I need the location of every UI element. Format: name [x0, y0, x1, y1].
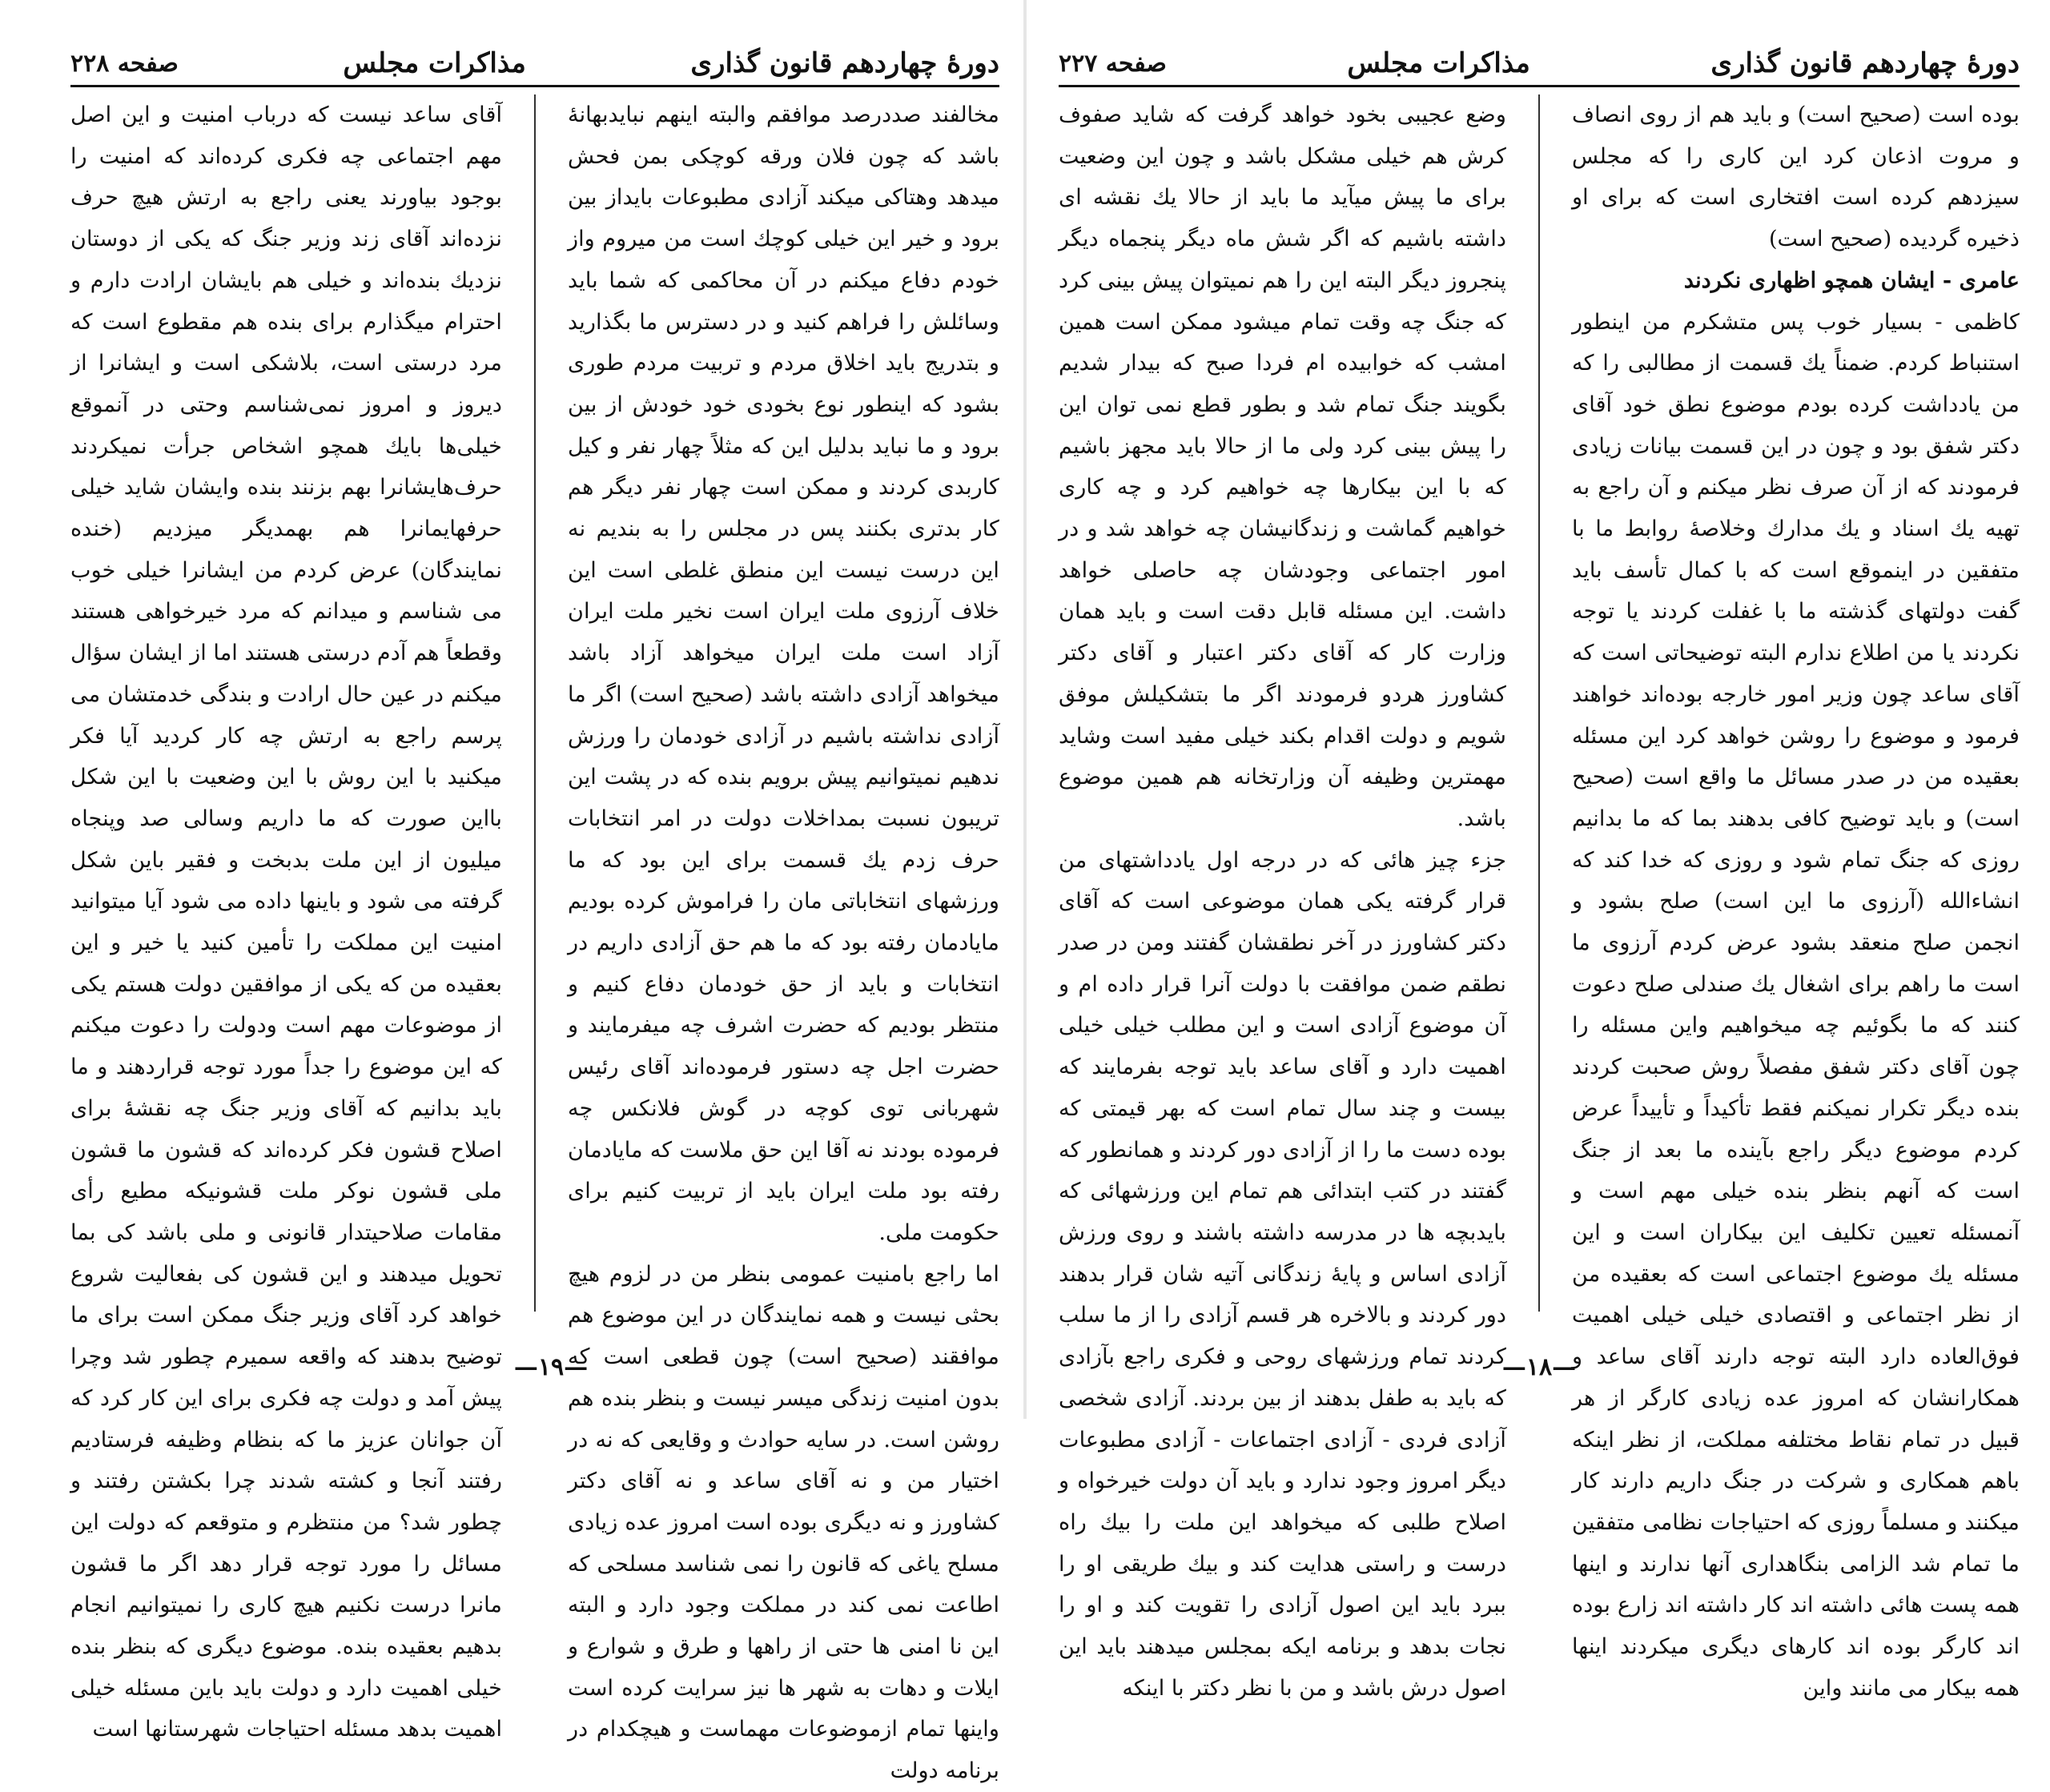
book-title: دورهٔ چهاردهم قانون گذاری — [690, 47, 999, 79]
paragraph: اما راجع بامنیت عمومی بنظر من در لزوم هیچ بحثی نیست و همه نمایندگان در این موضوع هم موافقند (صحیح است) چون قطعی است که بدون امنیت زندگی میسر نیست و بنظر بنده هم روشن است. در سایه حوادث و وقایعی که نه در اختیار من و نه آقای ساعد و نه آقای دکتر کشاورز و نه دیگری بوده است امروز عده زیادی مسلح یاغی که قانون را نمی شناسد مسلحی که اطاعت نمی کند در مملکت وجود دارد و البته این نا امنی ها حتی از راهها و طرق و شوارع و ایلات و دهات به شهر ها نیز سرایت کرده است واینها تمام ازموضوعات مهماست و هیچکدام در برنامه دولت — [568, 1261, 999, 1784]
text-column-right — [1572, 94, 2020, 1701]
left-page-header — [70, 42, 999, 87]
page-footer-number: —۱۸— — [1501, 1353, 1577, 1381]
right-page — [1027, 0, 2050, 1701]
right-page-header — [1059, 42, 2020, 87]
speaker-paragraph: عامری - ایشان همچو اظهاری نکردند — [1683, 267, 2020, 293]
page-number-header: صفحه ۲۲۷ — [1059, 49, 1167, 78]
running-title: مذاکرات مجلس — [1347, 47, 1530, 79]
paragraph: کاظمی - بسیار خوب پس متشکرم من اینطور استنباط کردم. ضمناً یك قسمت از مطالبی را که من یادداشت کرده بودم موضوع نطق خود آقای دکتر شفق بود و چون در این قسمت بیانات زیادی فرمودند که از آن صرف نظر میکنم و آن راجع به تهیه یك اسناد و یك مدارك وخلاصهٔ روابط ما با متفقین در اینموقع است که با کمال تأسف باید گفت دولتهای گذشته ما با غفلت کردند یا توجه نکردند یا من اطلاع ندارم البته توضیحاتی است که آقای ساعد چون وزیر امور خارجه بوده‌اند خواهند فرمود و موضوع را روشن خواهد کرد این مسئله بعقیده من در صدر مسائل ما واقع است (صحیح است) و باید توضیح کافی بدهند بما که ما بدانیم روزی که جنگ تمام شود و روزی که خدا کند که انشاءالله (آرزوی ما این است) صلح بشود و انجمن صلح منعقد بشود عرض کردم آرزوی ما است ما راهم برای اشغال یك صندلی صلح دعوت کنند که ما بگوئیم چه میخواهیم واین مسئله را چون آقای دکتر شفق مفصلاً روش صحبت کردند بنده دیگر تکرار نمیکنم فقط تأکیداً و تأییداً عرض کردم موضوع دیگر راجع بآینده ما بعد از جنگ است که آنهم بنظر بنده خیلی مهم است و آنمسئله تعیین تکلیف این بیکاران است و این مسئله یك موضوع اجتماعی است که بعقیده من از نظر اجتماعی و اقتصادی خیلی خیلی اهمیت فوق‌العاده دارد البته توجه دارند آقای ساعد و همکارانشان که امروز عده زیادی کارگر از هر قبیل در تمام نقاط مختلفه مملکت، از نظر اینکه باهم همکاری و شرکت در جنگ داریم دارند کار میکنند و مسلماً روزی که احتیاجات نظامی متفقین ما تمام شد الزامی بنگاهداری آنها ندارند و اینها همه پست هائی داشته اند کار داشته اند زارع بوده اند کارگر بوده اند کارهای دیگری میکردند اینها همه بیکار می مانند واین — [1572, 309, 2020, 1701]
column-divider — [1538, 94, 1540, 1312]
page-footer-number: —۱۹— — [513, 1353, 589, 1381]
paragraph: مخالفند صددرصد موافقم والبته اینهم نبایدبهانهٔ باشد که چون فلان ورقه کوچکی بمن فحش میدهد وهتاکی میکند آزادی مطبوعات بایداز بین برود و خیر این خیلی کوچك است من میروم واز خودم دفاع میکنم در آن محاکمی که شما باید وسائلش را فراهم کنید و در دسترس ما بگذارید و بتدریج باید اخلاق مردم و تربیت مردم طوری بشود که اینطور نوع بخودی خود خودش از بین برود و ما نباید بدلیل این که مثلاً چهار نفر و کیل کاربدی کردند و ممکن است چهار نفر دیگر هم کار بدتری بکنند پس در مجلس را به بندیم نه این درست نیست این منطق غلطی است این خلاف آرزوی ملت ایران است نخیر ملت ایران آزاد است ملت ایران میخواهد آزاد باشد میخواهد آزادی داشته باشد (صحیح است) اگر ما آزادی نداشته باشیم در آزادی خودمان را ورزش ندهیم نمیتوانیم پیش برویم بنده که در پشت این تریبون نسبت بمداخلات دولت در امر انتخابات حرف زدم یك قسمت برای این بود که ما ورزشهای انتخاباتی مان را فراموش کرده بودیم مایادمان رفته بود که ما هم حق آزادی داریم در انتخابات و باید از حق خودمان دفاع کنیم و منتظر بودیم که حضرت اشرف چه میفرمایند و حضرت اجل چه دستور فرموده‌اند آقای رئیس شهربانی توی کوچه در گوش فلانکس چه فرموده بودند نه آقا این حق ملاست که مایادمان رفته بود ملت ایران باید از تربیت کنیم برای حکومت ملی. — [568, 102, 999, 1245]
text-column-right — [568, 94, 999, 1784]
text-column-left — [70, 94, 502, 1742]
paragraph: آقای ساعد نیست که درباب امنیت و این اصل مهم اجتماعی چه فکری کرده‌اند که امنیت را بوجود بیاورند یعنی راجع به ارتش هیچ حرف نزده‌اند آقای زند وزیر جنگ که یکی از دوستان نزدیك بنده‌اند و خیلی هم بایشان ارادت دارم و احترام میگذارم برای بنده هم مقطوع است که مرد درستی است، بلاشکی است و ایشانرا از دیروز و امروز نمی‌شناسم وحتی در آنموقع خیلی‌ها بایك همچو اشخاص جرأت نمیکردند حرف‌هایشانرا بهم بزنند بنده وایشان شاید خیلی حرفهایمانرا هم بهمدیگر میزدیم (خنده نمایندگان) عرض کردم من ایشانرا خیلی خوب می شناسم و میدانم که مرد خیرخواهی هستند وقطعاً هم آدم درستی هستند اما از ایشان سؤال میکنم در عین حال ارادت و بندگی خدمتشان می پرسم راجع به ارتش چه کار کردید آیا فکر میکنید با این روش با این وضعیت با این شکل بااین صورت که ما داریم وسالی صد وپنجاه میلیون از این ملت بدبخت و فقیر باین شکل گرفته می شود و باینها داده می شود آیا میتوانید امنیت این مملکت را تأمین کنید یا خیر و این بعقیده من که یکی از موافقین دولت هستم یکی از موضوعات مهم است ودولت را دعوت میکنم که این موضوع را جداً مورد توجه قراردهند و ما باید بدانیم که آقای وزیر جنگ چه نقشهٔ برای اصلاح قشون فکر کرده‌اند که قشون ما قشون ملی قشون نوکر ملت قشونیکه مطیع رأی مقامات صلاحیتدار قانونی و ملی باشد کی بما تحویل میدهند و این قشون کی بفعالیت شروع خواهد کرد آقای وزیر جنگ ممکن است برای ما توضیح بدهند که واقعه سمیرم چطور شد وچرا پیش آمد و دولت چه فکری برای این کار کرد که آن جوانان عزیز ما که بنظام وظیفه فرستادیم رفتند آنجا و کشته شدند چرا بکشتن رفتند و چطور شد؟ من منتظرم و متوقعم که دولت این مسائل را مورد توجه قرار دهد اگر ما قشون مانرا درست نکنیم هیچ کاری را نمیتوانیم انجام بدهیم بعقیده بنده. موضوع دیگری که بنظر بنده خیلی اهمیت دارد و دولت باید باین مسئله خیلی اهمیت بدهد مسئله احتیاجات شهرستانها است — [70, 102, 502, 1742]
running-title: مذاکرات مجلس — [343, 47, 526, 79]
text-column-left — [1059, 94, 1506, 1701]
paragraph: جزء چیز هائی که در درجه اول یادداشتهای من قرار گرفته یکی همان موضوعی است که آقای دکتر کشاورز در آخر نطقشان گفتند ومن در صدر نطقم ضمن موافقت با دولت آنرا قرار داده ام و آن موضوع آزادی است و این مطلب خیلی خیلی اهمیت دارد و آقای ساعد باید توجه بفرمایند که بیست و چند سال تمام است که بهر قیمتی که بوده دست ما را از آزادی دور کردند و همانطور که گفتند در کتب ابتدائی هم تمام این ورزشهائی که بایدبچه ها در مدرسه داشته باشند و روی ورزش آزادی اساس و پایهٔ زندگانی آتیه شان قرار بدهند دور کردند و بالاخره هر قسم آزادی را از ما سلب کردند تمام ورزشهای روحی و فکری راجع بآزادی که باید به طفل بدهند از بین بردند. آزادی شخصی آزادی فردی - آزادی اجتماعات - آزادی مطبوعات دیگر امروز وجود ندارد و باید آن دولت خیرخواه و اصلاح طلبی که میخواهد این ملت را بیك راه درست و راستی هدایت کند و بیك طریقی او را ببرد باید این اصول آزادی را تقویت کند و او را نجات بدهد و برنامه ایکه بمجلس میدهند باید این اصول درش باشد و من با نظر دکتر با اینکه — [1059, 847, 1506, 1701]
paragraph: بوده است (صحیح است) و باید هم از روی انصاف و مروت اذعان کرد این کاری را که مجلس سیزدهم کرده است افتخاری است که برای او ذخیره گردیده (صحیح است) — [1572, 102, 2020, 252]
left-page — [0, 0, 1023, 1784]
column-divider — [534, 94, 536, 1312]
paragraph: وضع عجیبی بخود خواهد گرفت که شاید صفوف کرش هم خیلی مشکل باشد و چون این وضعیت برای ما پیش میآید ما باید از حالا یك نقشه ای داشته باشیم که اگر شش ماه دیگر پنجماه دیگر پنجروز دیگر البته این را هم نمیتوان پیش بینی کرد که جنگ چه وقت تمام میشود ممکن است همین امشب که خوابیده ام فردا صبح که بیدار شدیم بگویند جنگ تمام شد و بطور قطع نمی توان این را پیش بینی کرد ولی ما از حالا باید مجهز باشیم که با این بیکارها چه خواهیم کرد و چه کاری خواهیم گماشت و زندگانیشان چه خواهد شد و در امور اجتماعی وجودشان چه حاصلی خواهد داشت. این مسئله قابل دقت است و باید همان وزارت کار که آقای دکتر اعتبار و آقای دکتر کشاورز هردو فرمودند اگر ما بتشکیلش موفق شویم و دولت اقدام بکند خیلی مفید است وشاید مهمترین وظیفه آن وزارتخانه هم همین موضوع باشد. — [1059, 102, 1506, 831]
page-number-header: صفحه ۲۲۸ — [70, 49, 179, 78]
book-title: دورهٔ چهاردهم قانون گذاری — [1710, 47, 2020, 79]
